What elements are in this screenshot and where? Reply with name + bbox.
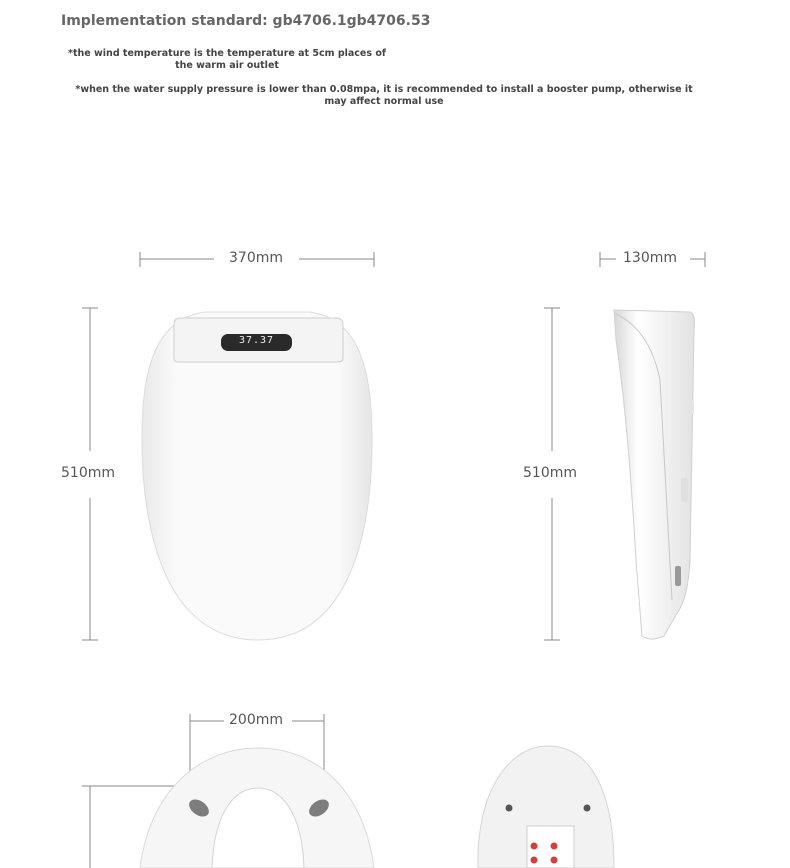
front-width-label: 370mm (229, 250, 283, 266)
water-pressure-note: *when the water supply pressure is lower than 0.08mpa, it is recommended to install a booster pump, otherwise it may affect normal use (75, 84, 693, 107)
toilet-seat-side-view (614, 310, 695, 639)
toilet-seat-open-view (140, 748, 374, 868)
bottom-width-label: 200mm (229, 712, 283, 728)
side-depth-label: 130mm (623, 250, 677, 266)
toilet-seat-front-view (142, 312, 372, 640)
side-height-label: 510mm (523, 465, 577, 481)
wind-temperature-note: *the wind temperature is the temperature at 5cm places of the warm air outlet (68, 48, 386, 71)
display-readout: 37.37 (238, 335, 275, 346)
front-height-label: 510mm (61, 465, 115, 481)
implementation-standard: Implementation standard: gb4706.1gb4706.53 (61, 13, 431, 29)
toilet-seat-underside-view (478, 746, 614, 868)
